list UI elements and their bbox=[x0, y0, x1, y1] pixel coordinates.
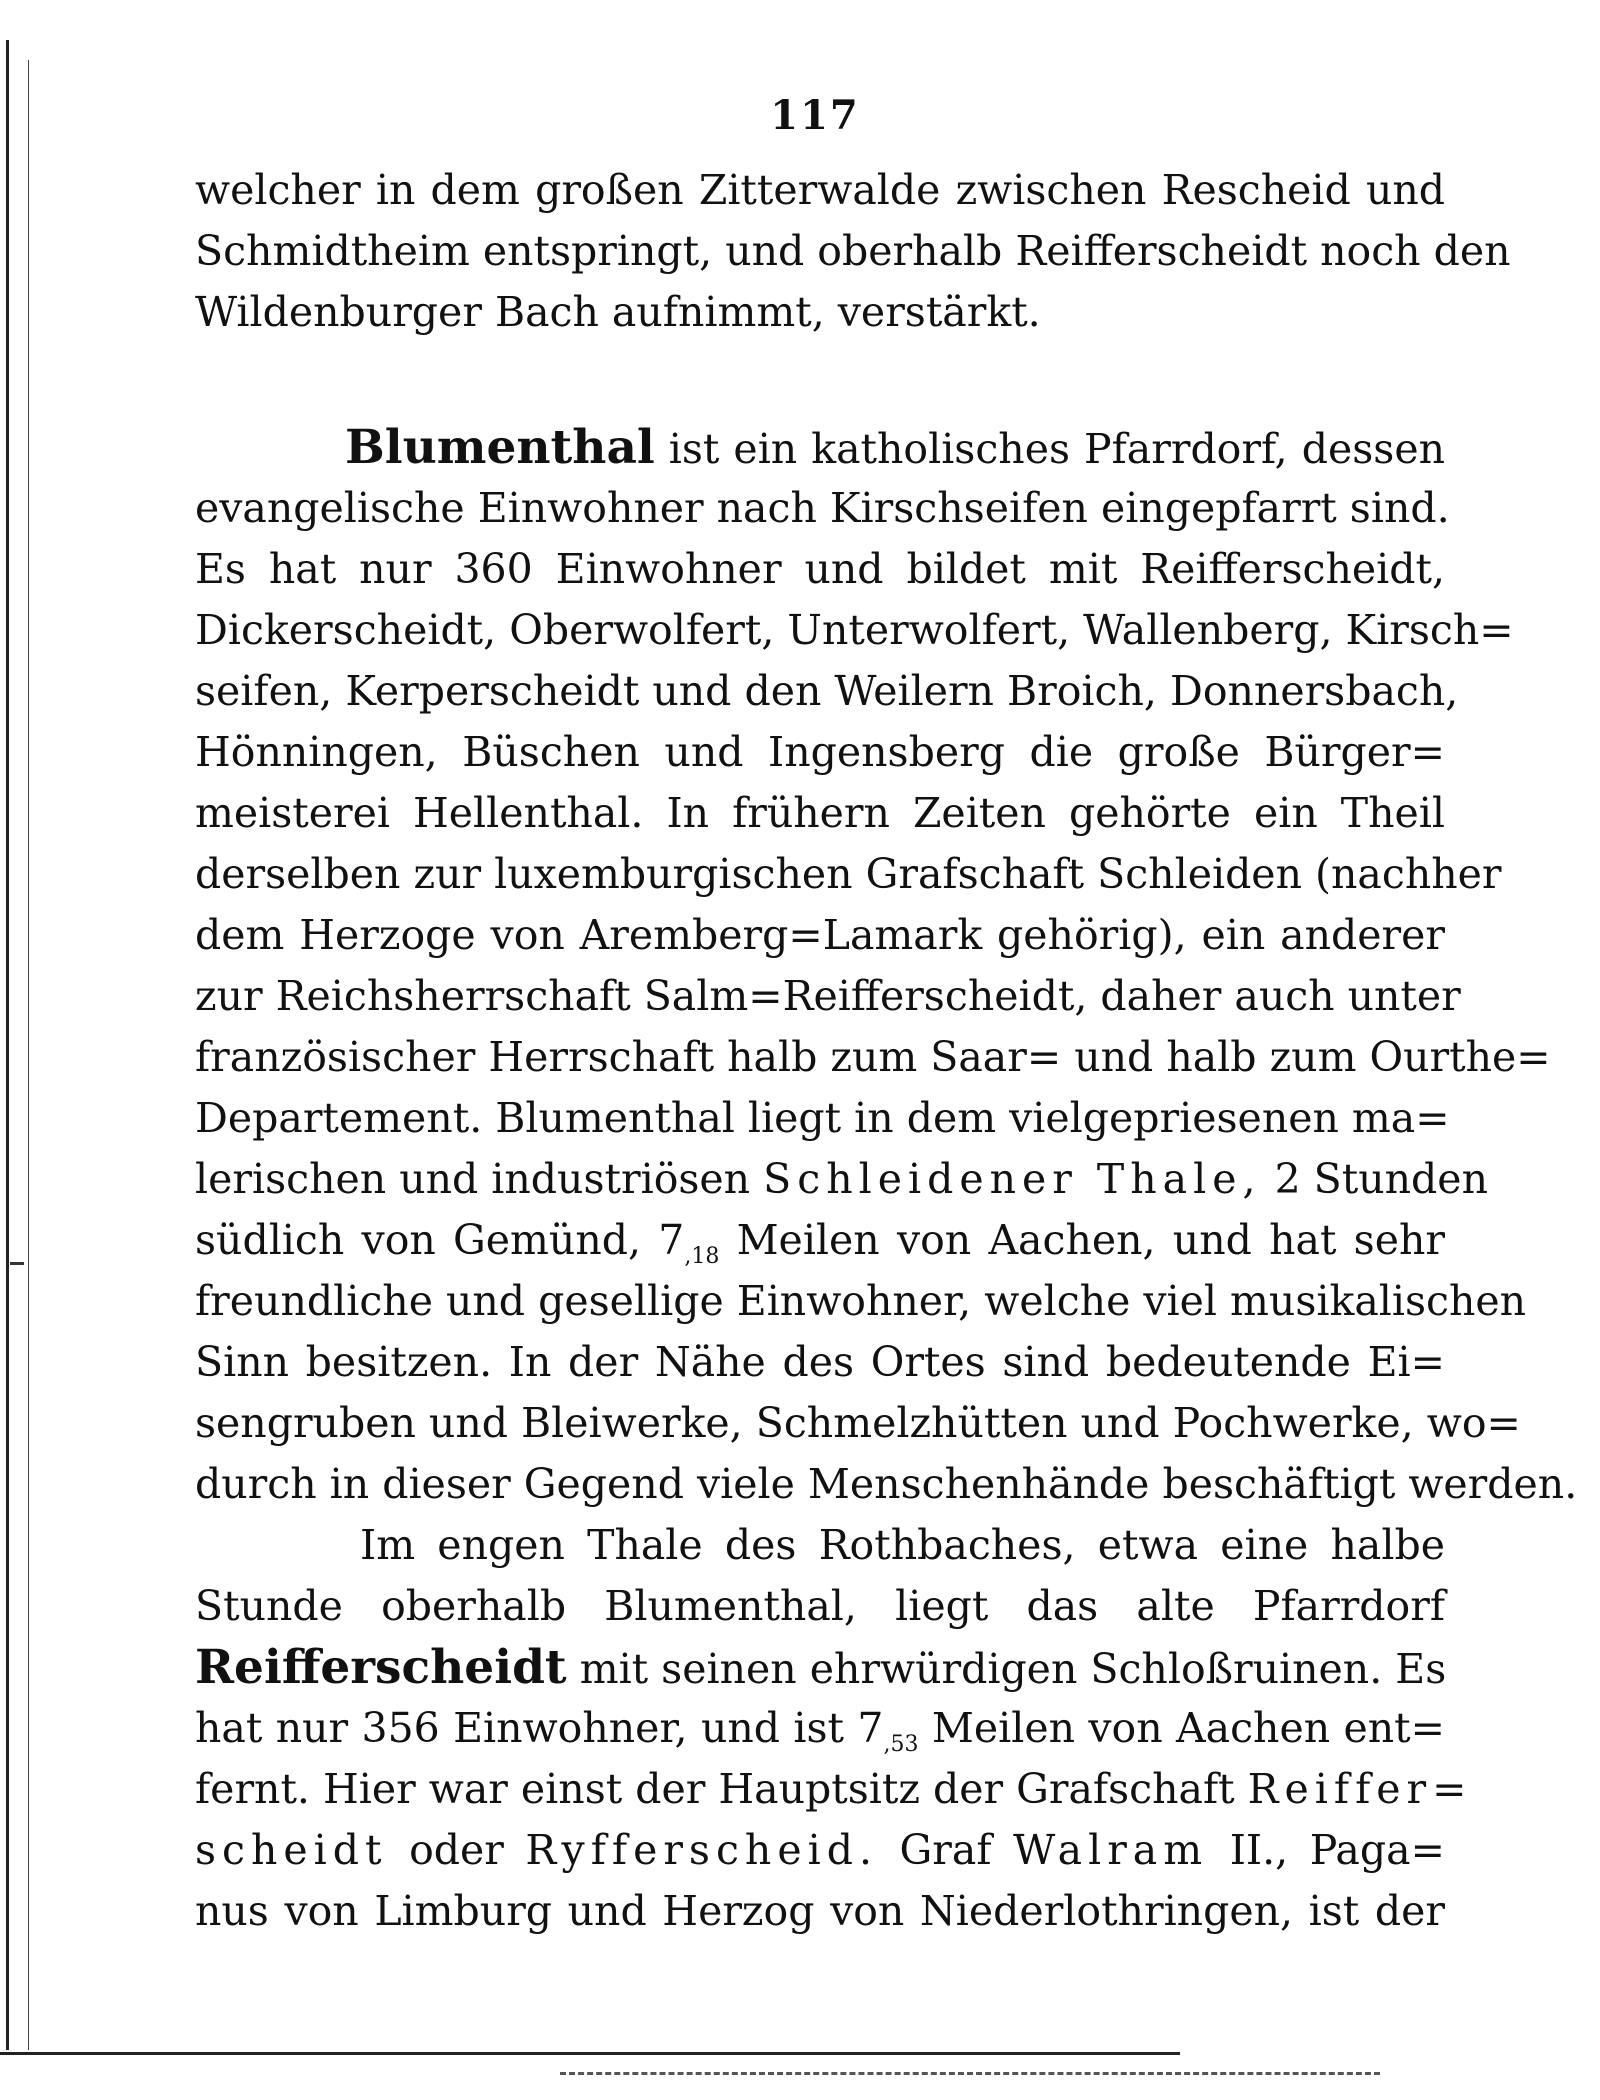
text-span: Graf bbox=[899, 1826, 992, 1874]
text-line: meisterei Hellenthal. In frühern Zeiten gehörte ein Theil bbox=[195, 789, 1445, 837]
page-left-edge-inner bbox=[28, 60, 29, 2050]
page-bottom-rule bbox=[0, 2052, 1180, 2055]
fraction-subscript: ,18 bbox=[684, 1244, 720, 1270]
text-line: dem Herzoge von Aremberg=Lamark gehörig), ein anderer bbox=[195, 911, 1445, 959]
text-span: II., Paga= bbox=[1229, 1826, 1445, 1874]
text-line bbox=[195, 1759, 1473, 1820]
margin-mark bbox=[10, 1262, 24, 1265]
text-line: zur Reichsherrschaft Salm=Reifferscheidt, daher auch unter bbox=[195, 972, 1461, 1020]
text-span-spaced: Walram bbox=[1013, 1826, 1209, 1874]
text-line: evangelische Einwohner nach Kirschseifen eingepfarrt sind. bbox=[195, 484, 1450, 532]
text-span: hat nur 356 Einwohner, und ist 7 bbox=[195, 1704, 884, 1752]
page-left-edge bbox=[6, 40, 9, 2050]
text-line bbox=[195, 1820, 1445, 1881]
text-span-spaced: scheidt bbox=[195, 1826, 388, 1874]
text-span: oder bbox=[409, 1826, 504, 1874]
fraction-subscript: ,53 bbox=[883, 1732, 919, 1758]
text-span: südlich von Gemünd, 7 bbox=[195, 1216, 685, 1264]
text-line: Wildenburger Bach aufnimmt, verstärkt. bbox=[195, 288, 1041, 336]
text-span: mit seinen ehrwürdigen Schloßruinen. Es bbox=[579, 1645, 1447, 1693]
text-line: Stunde oberhalb Blumenthal, liegt das alte Pfarrdorf bbox=[195, 1582, 1445, 1630]
text-line: Dickerscheidt, Oberwolfert, Unterwolfert, Wallenberg, Kirsch= bbox=[195, 606, 1514, 654]
text-span-spaced: Reiffer= bbox=[1247, 1765, 1473, 1813]
text-line: derselben zur luxemburgischen Grafschaft Schleiden (nachher bbox=[195, 850, 1502, 898]
text-span-spaced: Ryfferscheid. bbox=[525, 1826, 878, 1874]
text-line: durch in dieser Gegend viele Menschenhände beschäftigt werden. bbox=[195, 1460, 1578, 1508]
place-name-heading: Reifferscheidt bbox=[195, 1640, 567, 1695]
text-line: Sinn besitzen. In der Nähe des Ortes sind bedeutende Ei= bbox=[195, 1338, 1445, 1386]
text-line: welcher in dem großen Zitterwalde zwischen Rescheid und bbox=[195, 166, 1445, 214]
text-line bbox=[195, 1637, 1445, 1698]
body-text bbox=[195, 160, 1578, 1942]
page-number: 117 bbox=[770, 92, 860, 139]
text-line bbox=[195, 417, 1445, 478]
text-span: 2 Stunden bbox=[1274, 1155, 1488, 1203]
text-line: freundliche und gesellige Einwohner, welche viel musikalischen bbox=[195, 1277, 1527, 1325]
text-line: Departement. Blumenthal liegt in dem vielgepriesenen ma= bbox=[195, 1094, 1450, 1142]
text-span: Meilen von Aachen, und hat sehr bbox=[736, 1216, 1445, 1264]
text-span: Meilen von Aachen ent= bbox=[931, 1704, 1445, 1752]
text-line: Schmidtheim entspringt, und oberhalb Reifferscheidt noch den bbox=[195, 227, 1511, 275]
text-span: fernt. Hier war einst der Hauptsitz der Grafschaft bbox=[195, 1765, 1235, 1813]
text-line: seifen, Kerperscheidt und den Weilern Broich, Donnersbach, bbox=[195, 667, 1459, 715]
place-name-heading: Blumenthal bbox=[345, 420, 655, 475]
text-span: lerischen und industriösen bbox=[195, 1155, 751, 1203]
text-line bbox=[195, 1698, 1445, 1759]
text-span-spaced: Schleidener Thale, bbox=[763, 1155, 1262, 1203]
text-line: Im engen Thale des Rothbaches, etwa eine halbe bbox=[360, 1521, 1445, 1569]
text-line: nus von Limburg und Herzog von Niederlothringen, ist der bbox=[195, 1887, 1445, 1935]
text-line: Hönningen, Büschen und Ingensberg die große Bürger= bbox=[195, 728, 1445, 776]
text-line bbox=[195, 1210, 1445, 1271]
text-line: sengruben und Bleiwerke, Schmelzhütten und Pochwerke, wo= bbox=[195, 1399, 1521, 1447]
text-line: französischer Herrschaft halb zum Saar= und halb zum Ourthe= bbox=[195, 1033, 1551, 1081]
text-span: ist ein katholisches Pfarrdorf, dessen bbox=[668, 425, 1445, 473]
page-bottom-dashes bbox=[560, 2072, 1380, 2075]
text-line: Es hat nur 360 Einwohner und bildet mit Reifferscheidt, bbox=[195, 545, 1445, 593]
paragraph-gap bbox=[195, 343, 1445, 417]
text-line bbox=[195, 1149, 1488, 1210]
